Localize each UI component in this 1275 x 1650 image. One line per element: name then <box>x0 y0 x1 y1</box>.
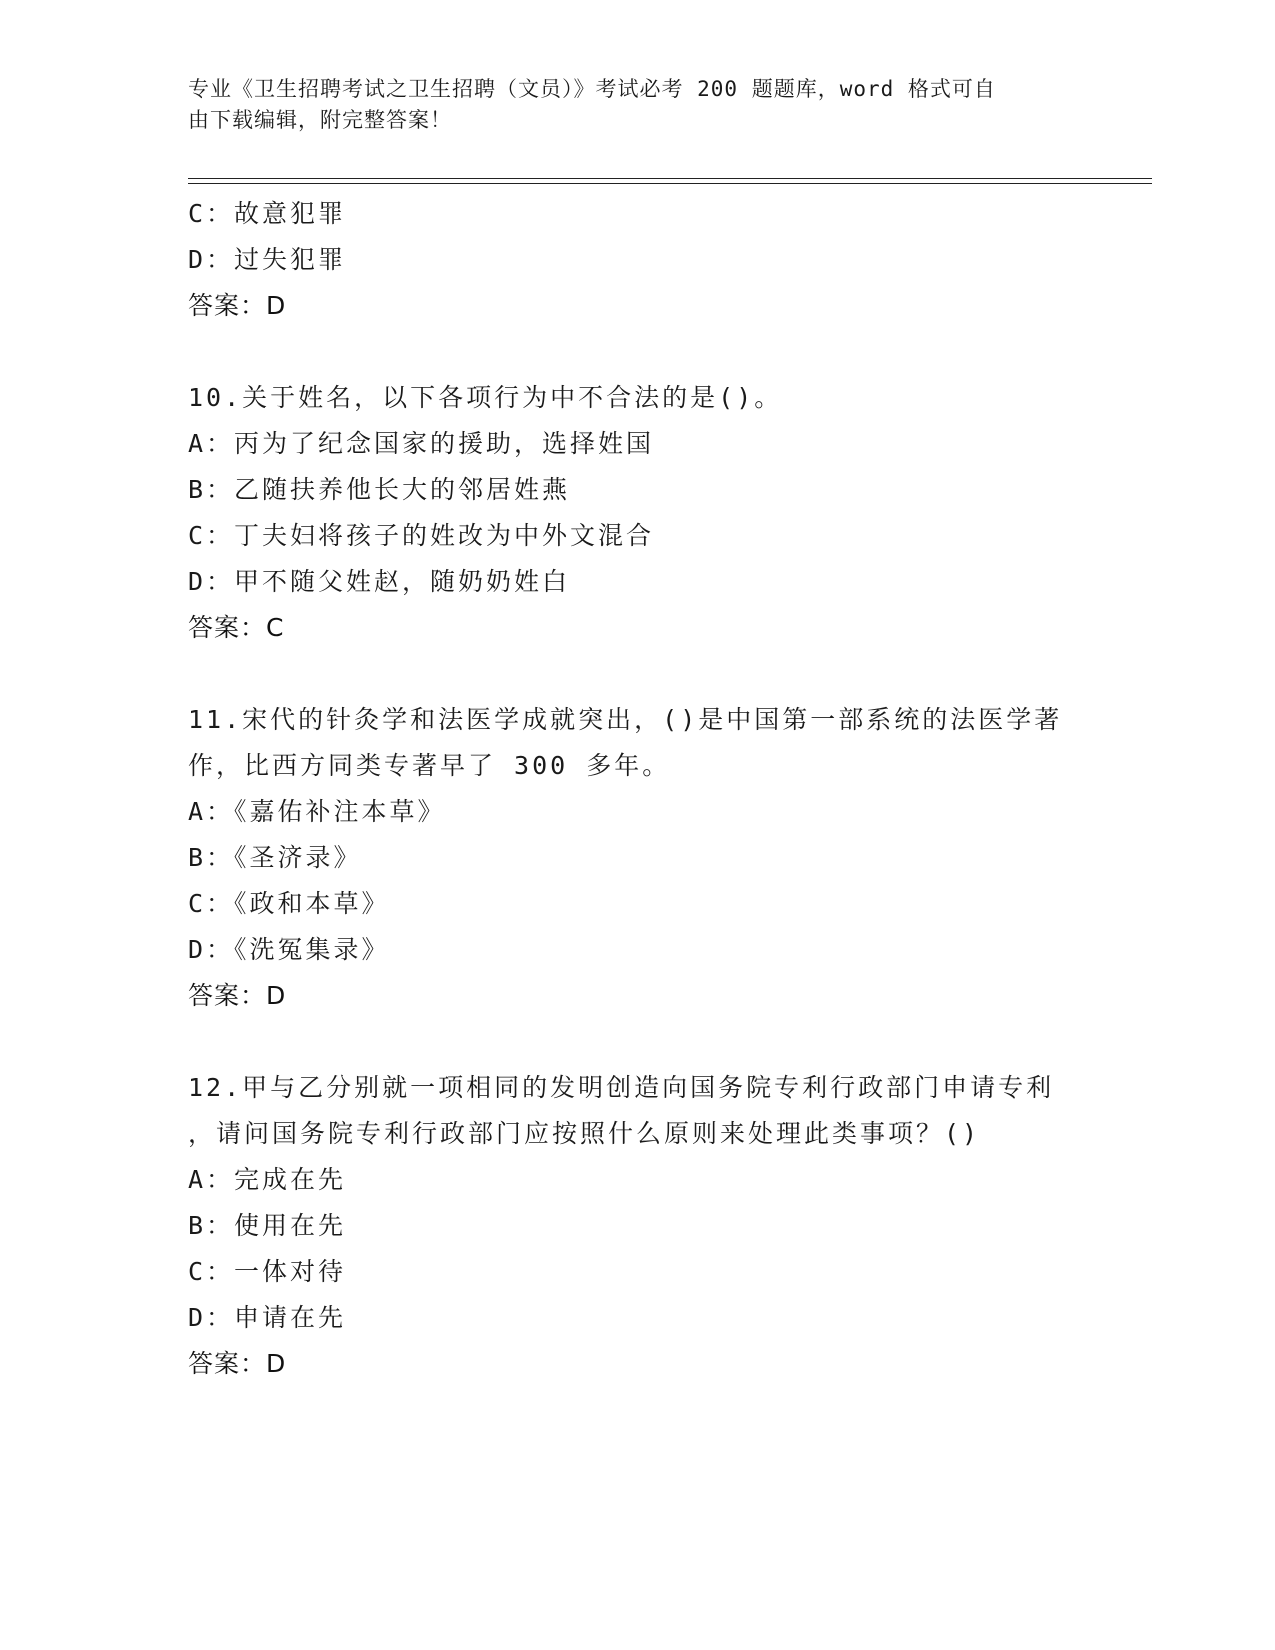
question-10 <box>188 375 1088 651</box>
option-b: B：使用在先 <box>188 1211 347 1240</box>
question-11 <box>188 697 1088 1019</box>
option-d: D：甲不随父姓赵，随奶奶姓白 <box>188 567 571 596</box>
option-a: A：丙为了纪念国家的援助，选择姓国 <box>188 429 655 458</box>
option-c: C：故意犯罪 <box>188 199 347 228</box>
document-header <box>188 74 1068 136</box>
question-stem: 11.宋代的针灸学和法医学成就突出，()是中国第一部系统的法医学著 <box>188 705 1063 734</box>
header-divider-bottom <box>188 183 1152 184</box>
option-c: C：丁夫妇将孩子的姓改为中外文混合 <box>188 521 655 550</box>
header-line-2: 由下载编辑，附完整答案！ <box>188 108 452 132</box>
question-list <box>188 191 1088 1387</box>
option-d: D：申请在先 <box>188 1303 347 1332</box>
answer-line: 答案：C <box>188 613 285 642</box>
spacer <box>188 651 1088 697</box>
question-stem-continued: 作，比西方同类专著早了 300 多年。 <box>188 751 671 780</box>
question-stem-continued: ，请问国务院专利行政部门应按照什么原则来处理此类事项？() <box>188 1119 981 1148</box>
option-c: C：一体对待 <box>188 1257 347 1286</box>
option-d: D：过失犯罪 <box>188 245 347 274</box>
question-stem: 12.甲与乙分别就一项相同的发明创造向国务院专利行政部门申请专利 <box>188 1073 1055 1102</box>
question-stem: 10.关于姓名，以下各项行为中不合法的是()。 <box>188 383 783 412</box>
answer-line: 答案：D <box>188 291 287 320</box>
option-d: D：《洗冤集录》 <box>188 935 390 964</box>
option-b: B：《圣济录》 <box>188 843 362 872</box>
option-c: C：《政和本草》 <box>188 889 390 918</box>
header-line-1: 专业《卫生招聘考试之卫生招聘（文员）》考试必考 200 题题库，word 格式可自 <box>188 77 996 101</box>
question-12 <box>188 1065 1088 1387</box>
option-b: B：乙随扶养他长大的邻居姓燕 <box>188 475 571 504</box>
spacer <box>188 1019 1088 1065</box>
question-9-continued <box>188 191 1088 329</box>
option-a: A：《嘉佑补注本草》 <box>188 797 446 826</box>
header-divider-top <box>188 178 1152 179</box>
option-a: A：完成在先 <box>188 1165 347 1194</box>
answer-line: 答案：D <box>188 1349 287 1378</box>
spacer <box>188 329 1088 375</box>
answer-line: 答案：D <box>188 981 287 1010</box>
